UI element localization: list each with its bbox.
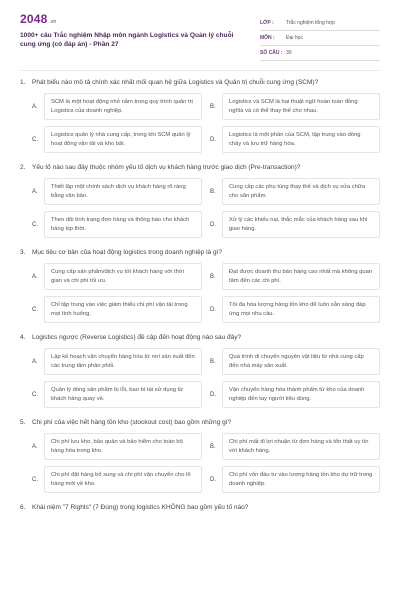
question-text: Khái niệm "7 Rights" (7 Đúng) trong logistics KHÔNG bao gồm yếu tố nào? [32, 503, 249, 511]
option-letter: A. [32, 443, 38, 450]
answer-option-a[interactable] [32, 433, 202, 460]
answer-options [32, 433, 380, 493]
question-number: 6. [20, 503, 26, 511]
option-text: Chỉ tập trung vào việc giảm thiểu chi phí vận tải trong mọi tình huống. [44, 296, 202, 323]
question-text: Chi phí của việc hết hàng tồn kho (stockout cost) bao gồm những gì? [32, 418, 232, 426]
option-letter: C. [32, 391, 38, 398]
option-letter: D. [210, 136, 216, 143]
option-letter: A. [32, 188, 38, 195]
answer-options [32, 178, 380, 238]
question-number: 4. [20, 333, 26, 341]
question-text-row [20, 163, 380, 172]
question-text-row [20, 333, 380, 342]
question-list [20, 78, 380, 522]
option-text: Quản lý dòng sản phẩm bị lỗi, bao bì tái sử dụng từ khách hàng quay về. [44, 381, 202, 408]
question-text-row [20, 418, 380, 427]
question-text-row [20, 503, 380, 512]
answer-option-d[interactable] [210, 296, 380, 323]
option-letter: B. [210, 443, 216, 450]
option-letter: D. [210, 221, 216, 228]
option-text: Chi phí mất đi lợi nhuận từ đơn hàng và tổn thất uy tín với khách hàng. [222, 433, 380, 460]
meta-value-subject: Đại học [286, 35, 303, 41]
meta-label-class: LỚP : [260, 20, 274, 26]
option-letter: D. [210, 306, 216, 313]
option-text: Chi phí đặt hàng bổ sung và chi phí vận chuyển cho lô hàng mới về kho. [44, 466, 202, 493]
option-text: Xử lý các khiếu nại, thắc mắc của khách hàng sau khi giao hàng. [222, 211, 380, 238]
meta-table [260, 16, 380, 61]
option-text: Thiết lập một chính sách dịch vụ khách hàng rõ ràng bằng văn bản. [44, 178, 202, 205]
answer-option-c[interactable] [32, 126, 202, 153]
question-item [20, 248, 380, 323]
header-left [20, 12, 240, 50]
logo-main-text: 2048 [20, 12, 48, 26]
answer-options [32, 348, 380, 408]
question-number: 3. [20, 248, 26, 256]
option-letter: B. [210, 103, 216, 110]
answer-option-d[interactable] [210, 466, 380, 493]
option-text: Logistics là một phần của SCM, tập trung vào dòng chảy và lưu trữ hàng hóa. [222, 126, 380, 153]
answer-option-c[interactable] [32, 296, 202, 323]
question-text: Phát biểu nào mô tả chính xác nhất mối quan hệ giữa Logistics và Quản trị chuỗi cung ứng (SCM)? [32, 79, 319, 86]
option-letter: C. [32, 136, 38, 143]
answer-option-c[interactable] [32, 381, 202, 408]
answer-option-a[interactable] [32, 348, 202, 375]
answer-option-a[interactable] [32, 263, 202, 290]
option-text: SCM là một hoạt động nhỏ nằm trong quy trình quản trị Logistics của doanh nghiệp. [44, 93, 202, 120]
option-letter: A. [32, 103, 38, 110]
option-letter: C. [32, 476, 38, 483]
option-letter: A. [32, 273, 38, 280]
answer-options [32, 93, 380, 153]
question-item [20, 418, 380, 493]
meta-row-subject [260, 31, 380, 46]
meta-label-subject: MÔN : [260, 35, 275, 41]
question-item [20, 333, 380, 408]
question-number: 2. [20, 163, 26, 171]
meta-value-question-count: 30 [286, 50, 292, 56]
answer-option-a[interactable] [32, 178, 202, 205]
question-item [20, 503, 380, 512]
option-text: Chi phí lưu kho, bảo quản và bảo hiểm cho toàn bộ hàng hóa trong kho. [44, 433, 202, 460]
option-text: Logistics và SCM là hai thuật ngữ hoàn toàn đồng nghĩa và có thể thay thế cho nhau. [222, 93, 380, 120]
question-number: 1. [20, 79, 26, 86]
option-text: Quá trình di chuyển nguyên vật liệu từ nhà cung cấp đến nhà máy sản xuất. [222, 348, 380, 375]
option-text: Cung cấp các phụ tùng thay thế và dịch vụ sửa chữa cho sản phẩm. [222, 178, 380, 205]
question-text: Mục tiêu cơ bản của hoạt động logistics trong doanh nghiệp là gì? [32, 248, 223, 256]
meta-value-class: Trắc nghiệm tổng hợp [286, 20, 335, 26]
answer-option-b[interactable] [210, 93, 380, 120]
option-letter: B. [210, 273, 216, 280]
option-letter: C. [32, 306, 38, 313]
question-item [20, 163, 380, 238]
option-text: Theo dõi tình trạng đơn hàng và thông báo cho khách hàng kịp thời. [44, 211, 202, 238]
meta-label-question-count: SỐ CÂU : [260, 50, 283, 56]
answer-options [32, 263, 380, 323]
answer-option-d[interactable] [210, 126, 380, 153]
meta-row-question-count [260, 46, 380, 61]
logo-sub-text: .vn [49, 19, 57, 25]
header-divider [20, 70, 380, 71]
question-number: 5. [20, 418, 26, 426]
question-text: Logistics ngược (Reverse Logistics) đề cập đến hoạt động nào sau đây? [32, 333, 242, 341]
answer-option-b[interactable] [210, 178, 380, 205]
answer-option-b[interactable] [210, 263, 380, 290]
question-text-row [20, 248, 380, 257]
option-text: Đạt được doanh thu bán hàng cao nhất mà không quan tâm đến các chi phí. [222, 263, 380, 290]
answer-option-a[interactable] [32, 93, 202, 120]
question-text-row [20, 78, 380, 87]
question-text: Yếu tố nào sau đây thuộc nhóm yếu tố dịch vụ khách hàng trước giao dịch (Pre-transaction)? [32, 163, 301, 171]
option-letter: B. [210, 358, 216, 365]
option-text: Vận chuyển hàng hóa thành phẩm từ kho của doanh nghiệp đến tay người tiêu dùng. [222, 381, 380, 408]
option-text: Lập kế hoạch vận chuyển hàng hóa từ nơi sản xuất đến các trung tâm phân phối. [44, 348, 202, 375]
option-letter: C. [32, 221, 38, 228]
header [20, 12, 380, 76]
question-item [20, 78, 380, 153]
option-letter: D. [210, 391, 216, 398]
answer-option-c[interactable] [32, 466, 202, 493]
option-letter: B. [210, 188, 216, 195]
answer-option-d[interactable] [210, 381, 380, 408]
answer-option-b[interactable] [210, 348, 380, 375]
option-text: Cung cấp sản phẩm/dịch vụ tới khách hàng với thời gian và chi phí tối ưu. [44, 263, 202, 290]
option-text: Chi phí vốn đầu tư vào lượng hàng tồn kho dự trữ trong doanh nghiệp. [222, 466, 380, 493]
site-logo[interactable] [20, 12, 240, 26]
answer-option-b[interactable] [210, 433, 380, 460]
option-text: Tối đa hóa lượng hàng tồn kho để luôn sẵn sàng đáp ứng mọi nhu cầu. [222, 296, 380, 323]
option-text: Logistics quản lý nhà cung cấp, trong khi SCM quản lý hoạt động vận tải và kho bãi. [44, 126, 202, 153]
answer-option-d[interactable] [210, 211, 380, 238]
option-letter: A. [32, 358, 38, 365]
document-title: 1000+ câu Trắc nghiệm Nhập môn ngành Logistics và Quản lý chuỗi cung ứng (có đáp án) - Phần 27 [20, 32, 234, 48]
answer-option-c[interactable] [32, 211, 202, 238]
meta-row-class [260, 16, 380, 31]
option-letter: D. [210, 476, 216, 483]
